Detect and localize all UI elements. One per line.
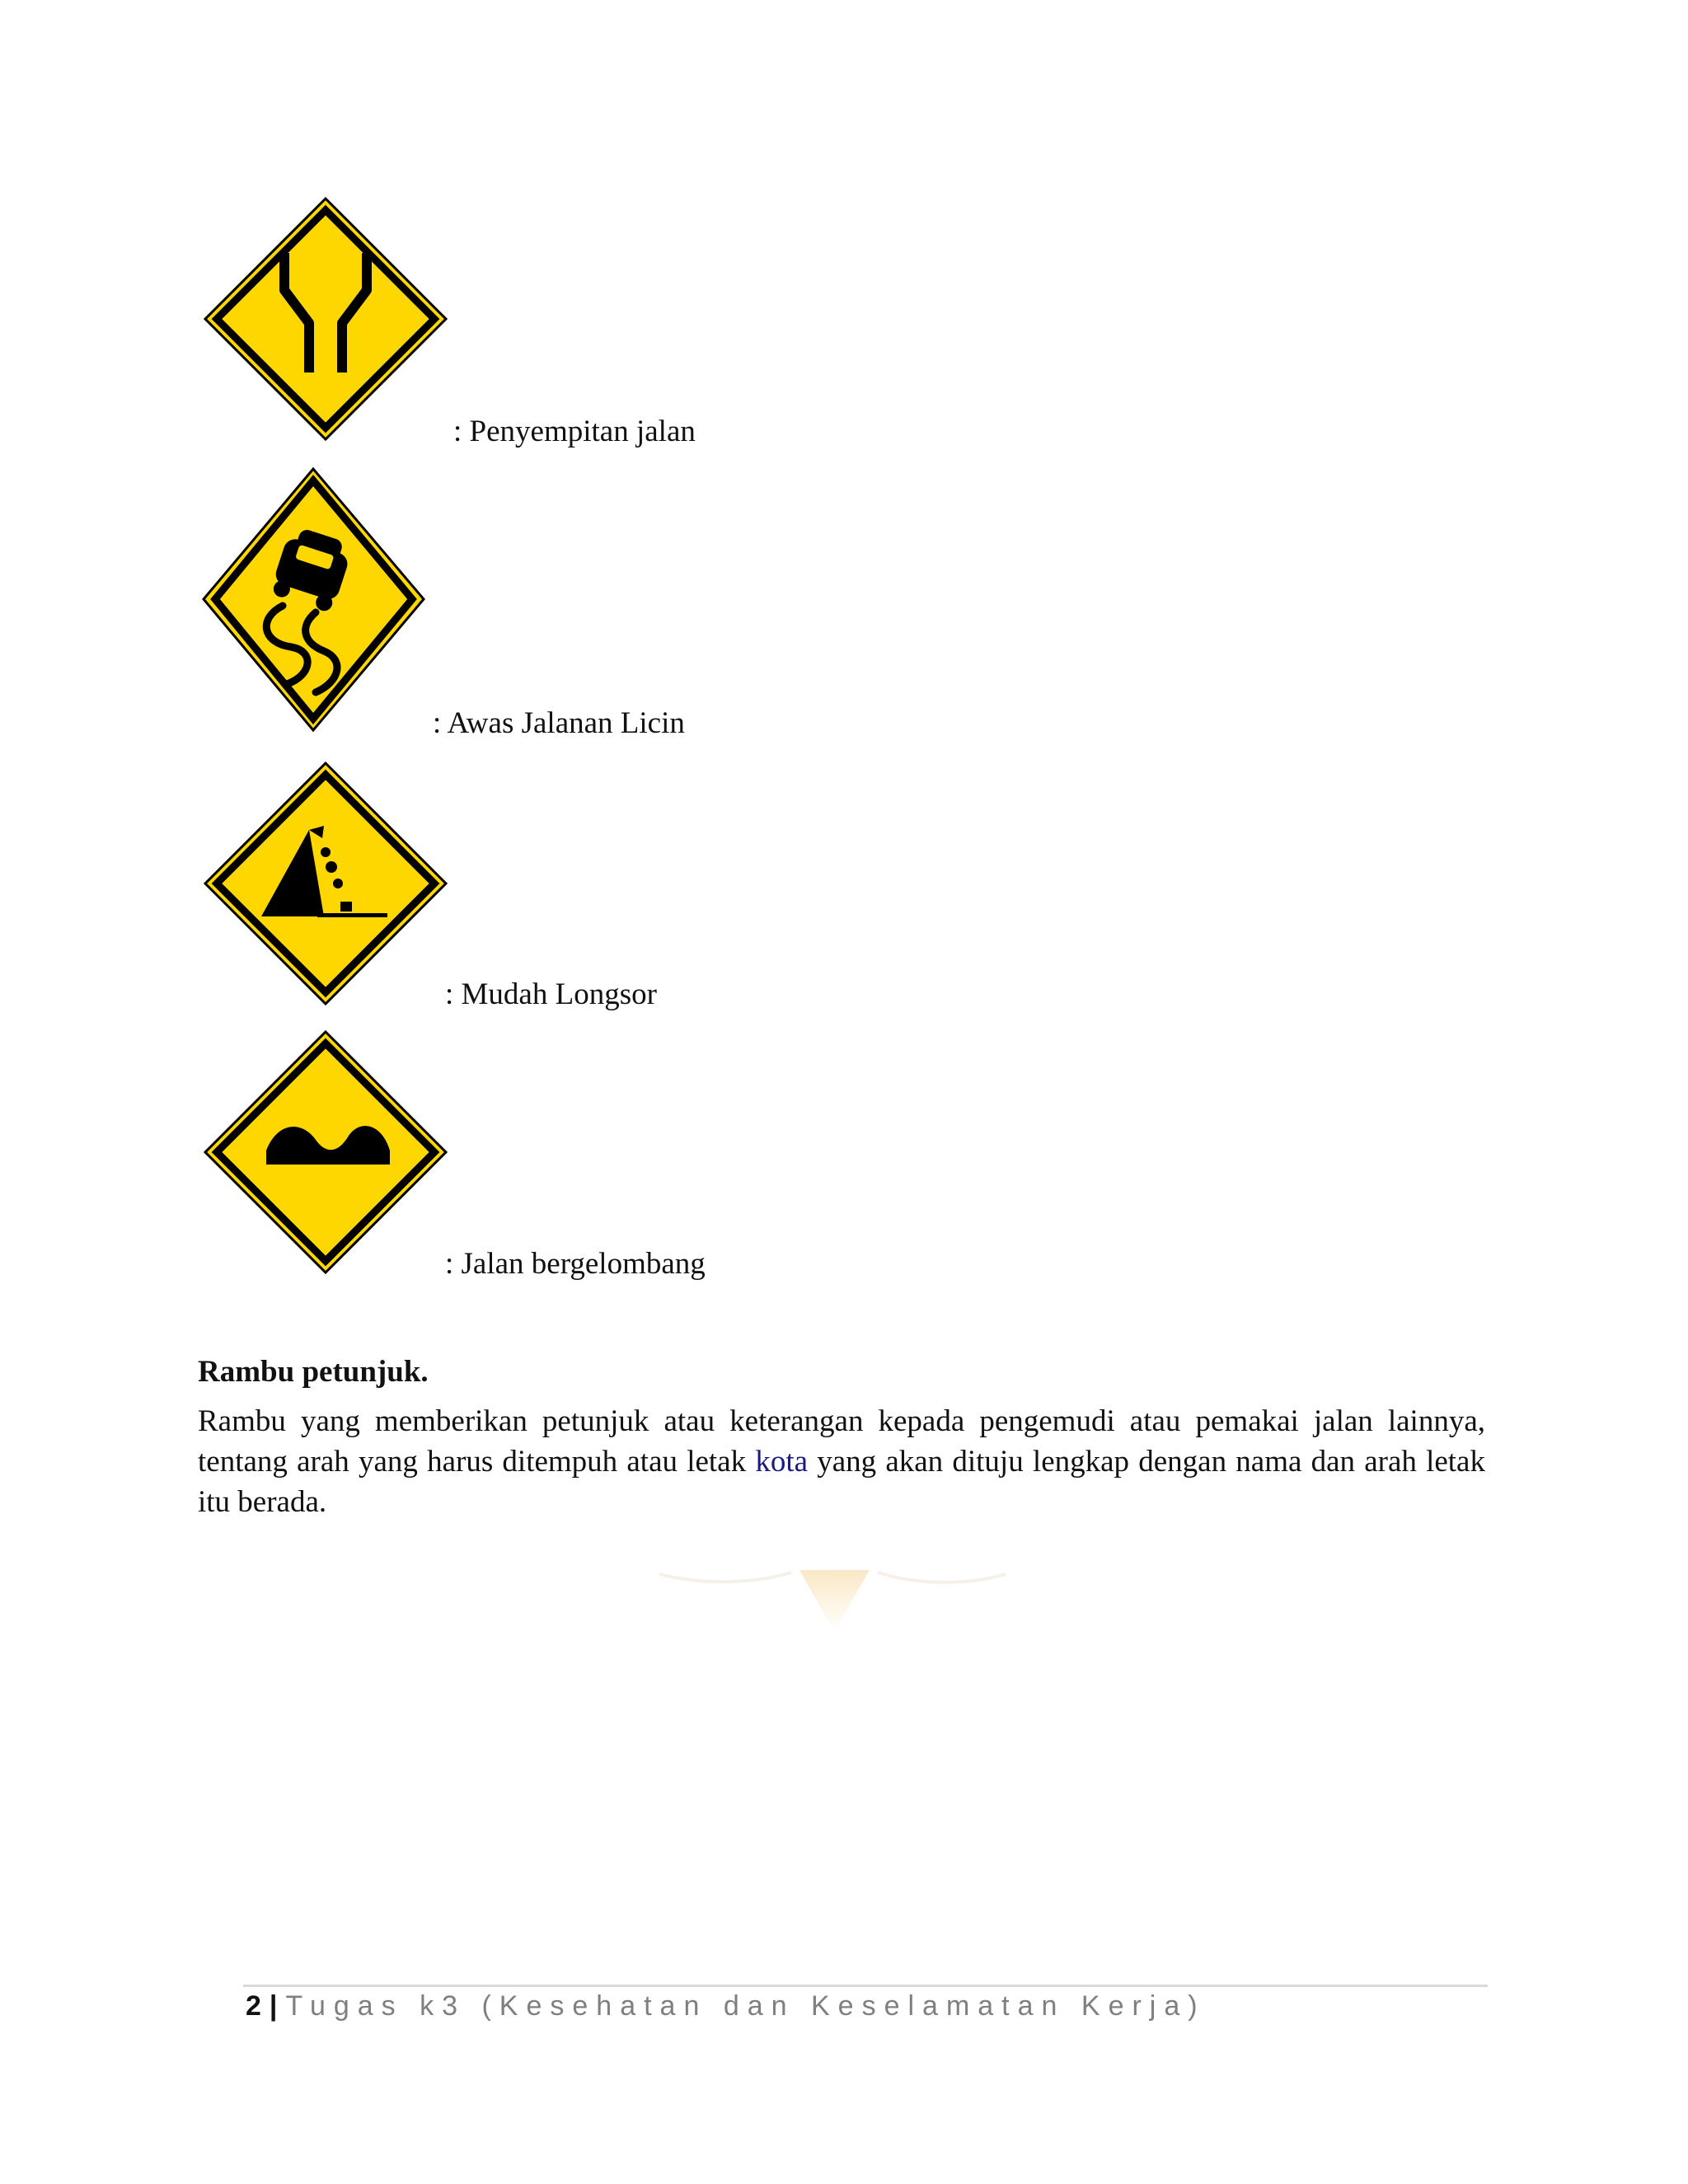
watermark-logo [643,1566,1022,1673]
bumpy-road-icon [202,1029,449,1276]
footer-title: Tugas k3 (Kesehatan dan Keselamatan Kerja) [285,1990,1206,2022]
section-body-text-2: yang akan dituju lengkap dengan nama dan arah letak itu berada. [198,1445,1485,1519]
footer-rule [243,1985,1488,1987]
road-narrows-icon [202,195,449,443]
bumpy-road-sign [202,1029,449,1276]
slippery-road-icon [200,466,427,733]
slippery-road-sign [200,466,427,733]
city-link[interactable]: kota [755,1445,809,1479]
bumpy-road-caption: : Jalan bergelombang [445,1247,706,1281]
falling-rocks-caption: : Mudah Longsor [445,977,657,1011]
falling-rocks-icon [202,760,449,1007]
page-number: 2 [246,1990,261,2022]
page-footer [246,1988,1206,2024]
road-narrows-sign [202,195,449,443]
slippery-road-caption: : Awas Jalanan Licin [433,706,685,740]
section-body-text-1: Rambu yang memberikan petunjuk atau keterangan kepada pengemudi atau pemakai jalan lainnya, tentang arah yang harus ditempuh atau letak [198,1404,1485,1479]
section-body [198,1401,1485,1522]
road-narrows-caption: : Penyempitan jalan [453,415,696,448]
falling-rocks-sign [202,760,449,1007]
section-heading: Rambu petunjuk. [198,1355,429,1389]
footer-separator: | [269,1990,278,2022]
